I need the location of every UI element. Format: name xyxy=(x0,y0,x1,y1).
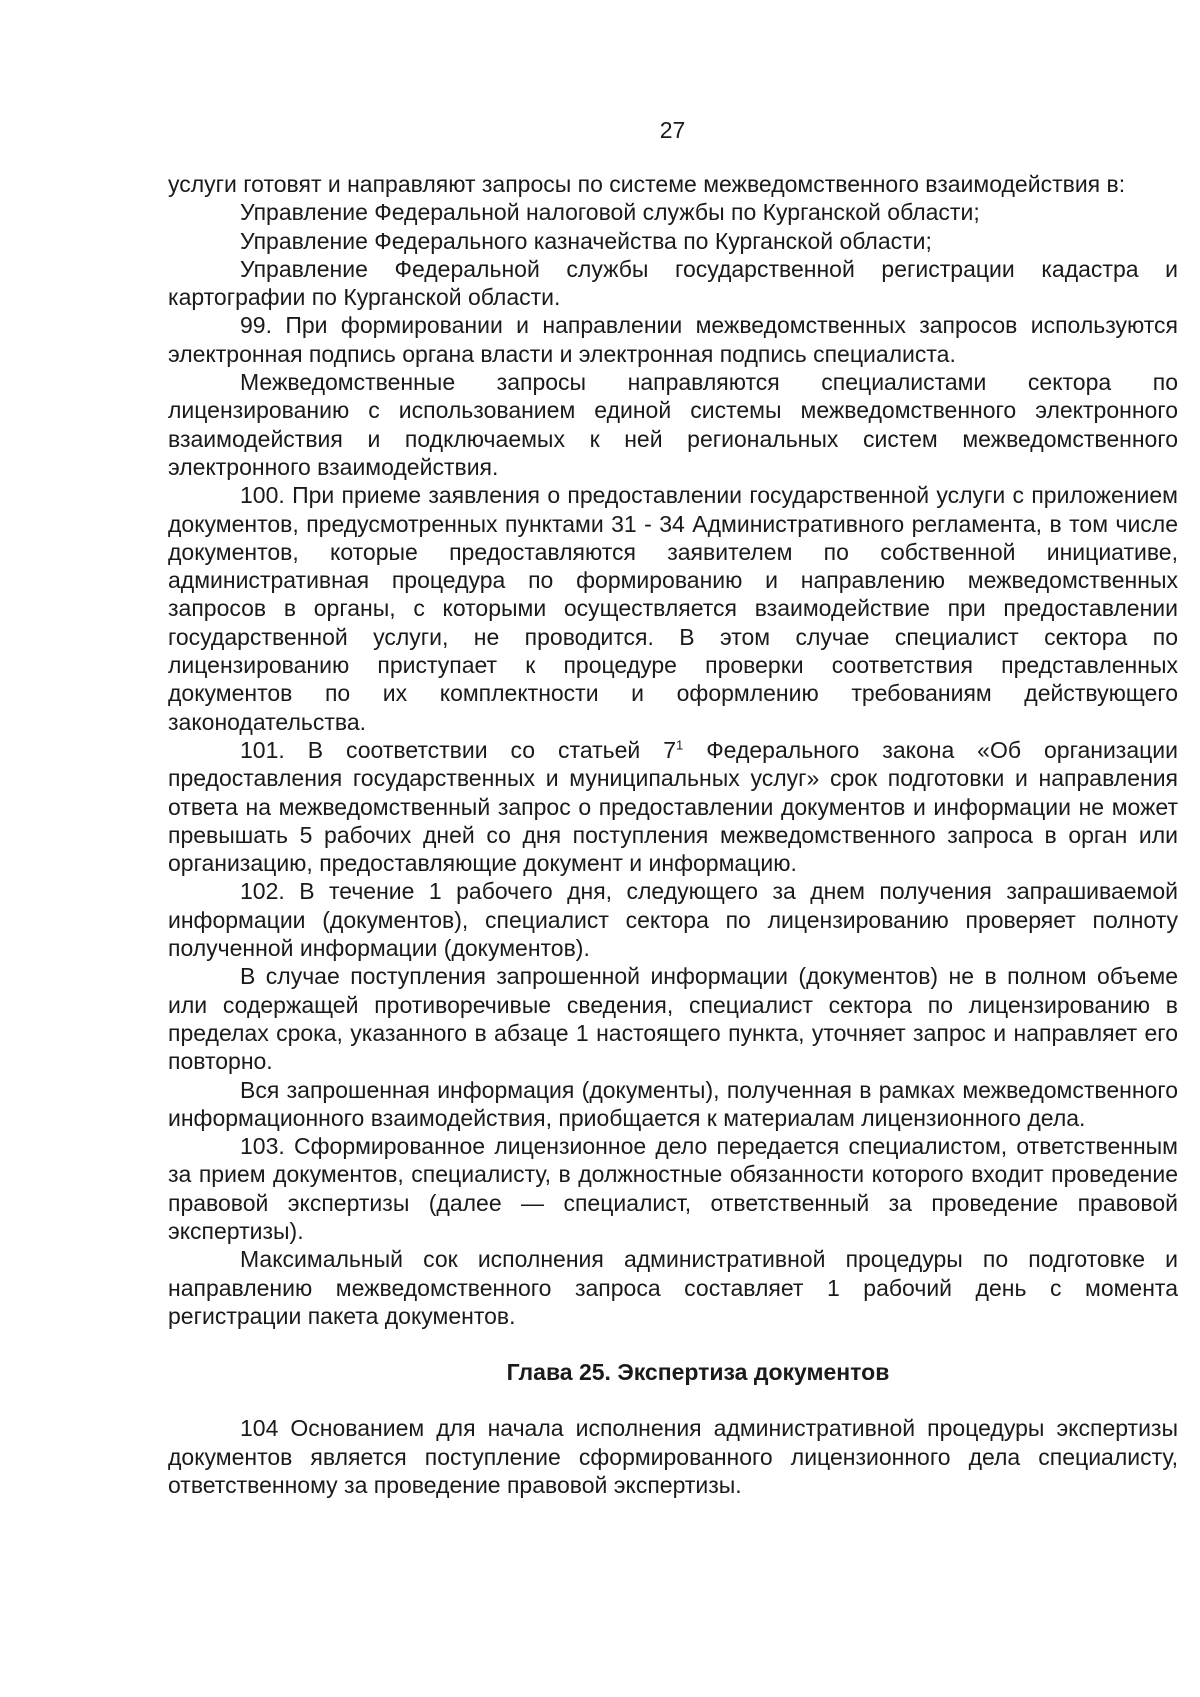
paragraph-101-start: 101. В соответствии со статьей 7 xyxy=(240,736,677,763)
list-item-treasury: Управление Федерального казначейства по Курганской области; xyxy=(240,227,932,254)
page-number: 27 xyxy=(659,117,686,143)
paragraph-102-incomplete: В случае поступления запрошенной информации (документов) не в полном объеме или содержащей противоречивые сведения, специалист сектора по лицензированию в пределах срока, указанного в абзаце 1 настоящего пункта, уточняет запрос и направляет его повторно. xyxy=(168,963,1178,1075)
paragraph-103: 103. Сформированное лицензионное дело передается специалистом, ответственным за прием документов, специалисту, в должностные обязанности которого входит проведение правовой экспертизы (далее — специалист, ответственный за проведение правовой экспертизы). xyxy=(168,1133,1178,1244)
paragraph-102-all-info: Вся запрошенная информация (документы), полученная в рамках межведомственного информационного взаимодействия, приобщается к материалам лицензионного дела. xyxy=(168,1076,1178,1131)
chapter-heading: Глава 25. Экспертиза документов xyxy=(506,1359,890,1386)
paragraph-101-rest: Федерального закона «Об организации предоставления государственных и муниципальных услуг» срок подготовки и направления ответа на межведомственный запрос о предоставлении документов и информации не может превышать 5 рабочих дней со дня поступления межведомственного запроса в орган или организацию, предоставляющие документ и информацию. xyxy=(168,736,1179,877)
paragraph-99-requests: Межведомственные запросы направляются специалистами сектора по лицензированию с использованием единой системы межведомственного электронного взаимодействия и подключаемых к ней региональных систем межведомственного электронного взаимодействия. xyxy=(168,369,1178,480)
paragraph-99: 99. При формировании и направлении межведомственных запросов используются электронная подпись органа власти и электронная подпись специалиста. xyxy=(168,312,1178,367)
superscript: 1 xyxy=(676,737,684,753)
paragraph-continuation: услуги готовят и направляют запросы по системе межведомственного взаимодействия в: xyxy=(168,171,1126,197)
list-item-tax-service: Управление Федеральной налоговой службы по Курганской области; xyxy=(240,199,980,226)
paragraph-102: 102. В течение 1 рабочего дня, следующего за днем получения запрашиваемой информации (документов), специалист сектора по лицензированию проверяет полноту полученной информации (документов). xyxy=(168,878,1178,962)
paragraph-103-deadline: Максимальный сок исполнения административной процедуры по подготовке и направлению межведомственного запроса составляет 1 рабочий день с момента регистрации пакета документов. xyxy=(168,1246,1178,1329)
document-body xyxy=(168,170,1178,1499)
paragraph-100: 100. При приеме заявления о предоставлении государственной услуги с приложением документов, предусмотренных пунктами 31 - 34 Административного регламента, в том числе документов, которые предоставляются заявителем по собственной инициативе, административная процедура по формированию и направлению межведомственных запросов в органы, с которыми осуществляется взаимодействие при предоставлении государственной услуги, не проводится. В этом случае специалист сектора по лицензированию приступает к процедуре проверки соответствия представленных документов по их комплектности и оформлению требованиям действующего законодательства. xyxy=(168,482,1178,735)
list-item-registration-service: Управление Федеральной службы государственной регистрации кадастра и картографии по Курганской области. xyxy=(168,255,1178,311)
paragraph-101 xyxy=(168,736,1178,877)
paragraph-104: 104 Основанием для начала исполнения административной процедуры экспертизы документов является поступление сформированного лицензионного дела специалисту, ответственному за проведение правовой экспертизы. xyxy=(168,1415,1178,1499)
